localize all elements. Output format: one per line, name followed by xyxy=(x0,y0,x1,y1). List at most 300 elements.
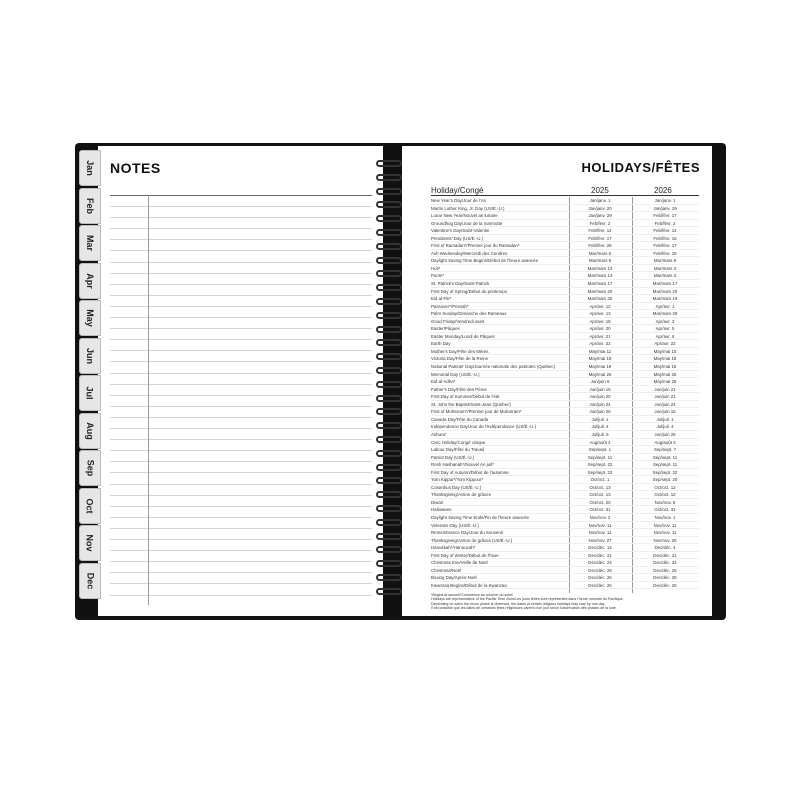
date-2025: May/mai 19 xyxy=(588,364,612,370)
tab-label: May xyxy=(84,309,95,327)
date-2026: Sep/sept. 7 xyxy=(653,447,677,453)
holiday-name: Good Friday/Vendredi saint xyxy=(431,318,485,324)
notes-line xyxy=(110,439,372,440)
notes-line xyxy=(110,217,372,218)
date-2026: May/mai 10 xyxy=(653,348,677,354)
holiday-name: First Day of Winter/Début de l'hiver xyxy=(431,552,499,558)
spiral-ring xyxy=(376,588,402,595)
notes-line xyxy=(110,583,372,584)
spiral-ring xyxy=(376,339,402,346)
month-tabs xyxy=(79,150,101,610)
spiral-ring xyxy=(376,353,402,360)
holiday-name: Victoria Day/Fête de la Reine xyxy=(431,356,489,362)
date-2026: Mar/mars 29 xyxy=(652,311,678,317)
holiday-name: St. Patrick's Day/Saint-Patrick xyxy=(431,281,490,287)
date-2025: Dec/déc. 25 xyxy=(588,567,612,573)
holiday-name: Valentine's Day/Saint-Valentin xyxy=(431,228,490,234)
date-2026: Oct/oct. 12 xyxy=(654,492,676,498)
tab-label: Jun xyxy=(84,347,95,364)
notes-line xyxy=(110,472,372,473)
date-2025: Mar/mars 13 xyxy=(587,273,613,279)
date-2025: Feb/févr. 28 xyxy=(588,243,612,249)
holiday-name: Martin Luther King, Jr. Day (US/É.-U.) xyxy=(431,205,505,211)
spiral-ring xyxy=(376,298,402,305)
holiday-name: Ashura* xyxy=(431,431,447,437)
tab-mar[interactable] xyxy=(79,225,101,261)
date-2026: May/mai 26 xyxy=(653,379,677,385)
tab-jun[interactable] xyxy=(79,338,101,374)
tab-label: Sep xyxy=(84,459,95,477)
spiral-ring xyxy=(376,188,402,195)
tab-jan[interactable] xyxy=(79,150,101,186)
holiday-name: Groundhog Day/Jour de la marmotte xyxy=(431,220,503,226)
date-2026: Aug/août 3 xyxy=(654,439,676,445)
date-2026: Nov/nov. 26 xyxy=(653,537,677,543)
date-2025: Oct/oct. 20 xyxy=(589,499,611,505)
notes-line xyxy=(110,417,372,418)
footnote: *Begins at sunset/*Commence au coucher du soleil xyxy=(431,593,513,597)
date-2026: Sep/sept. 22 xyxy=(652,469,678,475)
footnote: Holidays are representative of the Pacific Time Zone/Les jours fériés sont représentés dans l'heure normale du Pacifique. xyxy=(431,597,624,602)
table-row xyxy=(431,446,699,454)
date-2025: Mar/mars 17 xyxy=(587,281,613,287)
date-2025: Jan/janv. 29 xyxy=(588,213,612,219)
table-row xyxy=(431,537,699,545)
date-2025: Dec/déc. 26 xyxy=(588,575,612,581)
date-2026: Feb/févr. 17 xyxy=(653,243,677,249)
holiday-name: Yom Kippur*/Yom Kippour* xyxy=(431,477,484,483)
table-row xyxy=(431,393,699,401)
table-row xyxy=(431,257,699,265)
table-header xyxy=(431,186,699,196)
notes-line xyxy=(110,406,372,407)
date-2026: Jun/juin 21 xyxy=(654,394,676,400)
table-row xyxy=(431,280,699,288)
spiral-ring xyxy=(376,367,402,374)
date-2025: Jul/juil. 4 xyxy=(591,424,609,430)
spiral-ring xyxy=(376,326,402,333)
tab-may[interactable] xyxy=(79,300,101,336)
holiday-name: Presidents' Day (US/É.-U.) xyxy=(431,235,484,241)
date-2025: Oct/oct. 13 xyxy=(589,484,611,490)
notes-line xyxy=(110,384,372,385)
spiral-ring xyxy=(376,491,402,498)
date-2025: May/mai 19 xyxy=(588,356,612,362)
date-2026: Dec/déc. 21 xyxy=(653,552,677,558)
date-2025: Jun/juin 6 xyxy=(590,379,610,385)
notes-line xyxy=(110,561,372,562)
tab-sep[interactable] xyxy=(79,450,101,486)
date-2026: Sep/sept. 20 xyxy=(652,477,678,483)
holiday-name: Independence Day/Jour de l'Indépendance (US/É.-U.) xyxy=(431,424,537,430)
table-row xyxy=(431,514,699,522)
date-2025: Apr/avr. 21 xyxy=(589,333,611,339)
spiral-ring xyxy=(376,436,402,443)
holiday-name: Canada Day/Fête du Canada xyxy=(431,416,489,422)
notes-line xyxy=(110,328,372,329)
holiday-name: Memorial Day (US/É.-U.) xyxy=(431,371,480,377)
table-row xyxy=(431,250,699,258)
table-row xyxy=(431,484,699,492)
spiral-ring xyxy=(376,284,402,291)
table-row xyxy=(431,220,699,228)
date-2025: Dec/déc. 21 xyxy=(588,552,612,558)
spiral-ring xyxy=(376,560,402,567)
date-2025: Nov/nov. 2 xyxy=(589,514,611,520)
tab-dec[interactable] xyxy=(79,563,101,599)
table-row xyxy=(431,212,699,220)
spiral-ring xyxy=(376,505,402,512)
date-2026: Mar/mars 17 xyxy=(652,281,678,287)
table-row xyxy=(431,272,699,280)
spiral-ring xyxy=(376,477,402,484)
holiday-name: Palm Sunday/Dimanche des Rameaux xyxy=(431,311,507,317)
date-2025: Nov/nov. 11 xyxy=(588,530,612,536)
table-row xyxy=(431,288,699,296)
date-2025: Jan/janv. 20 xyxy=(588,205,612,211)
date-2025: Oct/oct. 13 xyxy=(589,492,611,498)
holiday-name: Patriot Day (US/É.-U.) xyxy=(431,454,475,460)
date-2026: Feb/févr. 14 xyxy=(653,228,677,234)
table-row xyxy=(431,363,699,371)
spiral-ring xyxy=(376,243,402,250)
date-2026: Jun/juin 16 xyxy=(654,409,676,415)
date-2026: Apr/avr. 1 xyxy=(655,303,675,309)
holiday-name: First of Ramadan*/Premier jour du Ramadan* xyxy=(431,243,520,249)
date-2025: Mar/mars 5 xyxy=(588,250,612,256)
date-2025: Jun/juin 26 xyxy=(589,409,611,415)
holiday-name: Thanksgiving/Action de grâces (US/É.-U.) xyxy=(431,537,513,543)
notes-title: NOTES xyxy=(110,160,161,176)
table-row xyxy=(431,499,699,507)
holiday-name: Father's Day/Fête des Pères xyxy=(431,386,487,392)
notes-line xyxy=(110,306,372,307)
notes-line xyxy=(110,373,372,374)
date-2026: Apr/avr. 6 xyxy=(655,333,675,339)
holidays-title: HOLIDAYS/FÊTES xyxy=(581,160,700,175)
date-2026: Dec/déc. 26 xyxy=(653,575,677,581)
table-row xyxy=(431,491,699,499)
date-2026: Jun/juin 25 xyxy=(654,431,676,437)
date-2025: May/mai 26 xyxy=(588,371,612,377)
holiday-name: Rosh Hashanah*/Nouvel An juif* xyxy=(431,462,494,468)
tab-label: Dec xyxy=(84,572,95,589)
date-2026: Jul/juil. 4 xyxy=(656,424,674,430)
holiday-name: Boxing Day/Après-Noël xyxy=(431,575,477,581)
holiday-name: Daylight Saving Time Ends/Fin de l'heure avancée xyxy=(431,514,529,520)
table-row xyxy=(431,340,699,348)
notes-line xyxy=(110,484,372,485)
date-2026: Feb/févr. 18 xyxy=(653,250,677,256)
notes-line xyxy=(110,495,372,496)
spiral-ring xyxy=(376,215,402,222)
table-row xyxy=(431,303,699,311)
date-2025: Apr/avr. 22 xyxy=(589,341,611,347)
date-2026: Jan/janv. 19 xyxy=(653,205,677,211)
holiday-name: Ash Wednesday/Mercredi des Cendres xyxy=(431,250,508,256)
table-row xyxy=(431,506,699,514)
spiral-ring xyxy=(376,312,402,319)
date-2025: Apr/avr. 18 xyxy=(589,318,611,324)
table-row xyxy=(431,529,699,537)
notes-line xyxy=(110,395,372,396)
notes-line xyxy=(110,250,372,251)
spiral-ring xyxy=(376,519,402,526)
date-2026: Feb/févr. 17 xyxy=(653,213,677,219)
header-holiday: Holiday/Congé xyxy=(431,186,484,195)
notes-top-rule xyxy=(110,195,372,196)
date-2026: Dec/déc. 26 xyxy=(653,582,677,588)
table-row xyxy=(431,371,699,379)
table-row xyxy=(431,197,699,205)
holiday-name: Diwali xyxy=(431,499,443,505)
table-row xyxy=(431,265,699,273)
spiral-ring xyxy=(376,450,402,457)
date-2025: Jan/janv. 1 xyxy=(589,198,611,203)
holiday-name: Christmas Eve/Veille de Noël xyxy=(431,560,488,566)
date-2025: Dec/déc. 14 xyxy=(588,545,612,551)
holiday-name: Passover*/Pessah* xyxy=(431,303,469,309)
notes-line xyxy=(110,450,372,451)
date-2025: Nov/nov. 27 xyxy=(588,537,612,543)
holiday-name: First Day of Summer/Début de l'été xyxy=(431,394,500,400)
holiday-name: Eid al-Adha* xyxy=(431,379,456,385)
holiday-name: Purim* xyxy=(431,273,445,279)
footnotes xyxy=(431,593,701,611)
notes-line xyxy=(110,262,372,263)
holiday-name: Veterans Day (US/É.-U.) xyxy=(431,522,479,528)
date-2025: Apr/avr. 13 xyxy=(589,311,611,317)
holiday-name: Easter/Pâques xyxy=(431,326,460,332)
table-row xyxy=(431,205,699,213)
notes-line xyxy=(110,595,372,596)
tab-label: Jul xyxy=(84,386,95,400)
tab-label: Aug xyxy=(85,421,95,440)
notes-line xyxy=(110,428,372,429)
table-row xyxy=(431,318,699,326)
tab-apr[interactable] xyxy=(79,263,101,299)
table-row xyxy=(431,348,699,356)
date-2026: Apr/avr. 5 xyxy=(655,326,675,332)
table-row xyxy=(431,574,699,582)
date-2026: May/mai 18 xyxy=(653,356,677,362)
holiday-name: National Patriots' Day/Journée nationale des patriotes (Québec) xyxy=(431,364,556,370)
header-2026: 2026 xyxy=(654,186,672,195)
holiday-name: Holi* xyxy=(431,265,441,271)
date-2026: Mar/mars 8 xyxy=(653,258,677,264)
date-2025: Mar/mars 9 xyxy=(588,258,612,264)
notes-line xyxy=(110,284,372,285)
table-row xyxy=(431,582,699,590)
table-row xyxy=(431,559,699,567)
table-row xyxy=(431,310,699,318)
holiday-name: Eid al-Fitr* xyxy=(431,296,452,302)
date-2026: Jun/juin 21 xyxy=(654,386,676,392)
tab-label: Nov xyxy=(84,534,95,552)
table-row xyxy=(431,552,699,560)
date-2025: Mar/mars 30 xyxy=(587,296,613,302)
holiday-name: St. John the Baptist/Saint-Jean (Québec) xyxy=(431,401,511,407)
holiday-name: First Day of Spring/Début du printemps xyxy=(431,288,507,294)
table-row xyxy=(431,355,699,363)
date-2025: Jun/juin 15 xyxy=(589,386,611,392)
tab-label: Apr xyxy=(85,272,95,289)
date-2026: Apr/avr. 3 xyxy=(655,318,675,324)
notes-line xyxy=(110,517,372,518)
notes-line xyxy=(110,506,372,507)
notes-line xyxy=(110,317,372,318)
holiday-name: New Year's Day/Jour de l'An xyxy=(431,198,487,203)
date-2025: Aug/août 4 xyxy=(589,439,611,445)
tab-label: Oct xyxy=(84,497,95,514)
tab-aug[interactable] xyxy=(79,413,101,449)
tab-oct[interactable] xyxy=(79,488,101,524)
notes-line xyxy=(110,461,372,462)
spiral-ring xyxy=(376,546,402,553)
holiday-name: First Day of Autumn/Début de l'automne xyxy=(431,469,509,475)
date-2026: Jul/juil. 1 xyxy=(656,416,674,422)
holiday-name: Kwanzaa Begins/Début de la Kwanzaa xyxy=(431,582,507,588)
date-2026: Jun/juin 24 xyxy=(654,401,676,407)
date-2026: May/mai 25 xyxy=(653,371,677,377)
notes-line xyxy=(110,228,372,229)
table-row xyxy=(431,423,699,431)
date-2026: Sep/sept. 11 xyxy=(652,462,678,468)
date-2025: Apr/avr. 20 xyxy=(589,326,611,332)
date-2026: May/mai 18 xyxy=(653,364,677,370)
date-2025: Feb/févr. 14 xyxy=(588,228,612,234)
date-2026: Mar/mars 20 xyxy=(652,288,678,294)
table-row xyxy=(431,567,699,575)
holiday-name: Earth Day xyxy=(431,341,451,347)
notes-line xyxy=(110,206,372,207)
table-row xyxy=(431,522,699,530)
table-row xyxy=(431,469,699,477)
date-2025: Sep/sept. 22 xyxy=(587,469,613,475)
date-2025: Sep/sept. 1 xyxy=(588,447,612,453)
date-2025: Jul/juil. 1 xyxy=(591,416,609,422)
tab-jul[interactable] xyxy=(79,375,101,411)
footnote: Il est possible que les dates de certaines fêtes religieuses varient d'un jour selon l'observation des phases de la lune. xyxy=(431,606,617,611)
table-row xyxy=(431,544,699,552)
holiday-name: Hanukkah*/Hanoucah* xyxy=(431,545,476,551)
date-2026: Nov/nov. 11 xyxy=(653,522,677,528)
date-2025: Apr/avr. 12 xyxy=(589,303,611,309)
date-2025: Mar/mars 20 xyxy=(587,288,613,294)
spiral-ring xyxy=(376,533,402,540)
table-row xyxy=(431,378,699,386)
date-2026: Apr/avr. 22 xyxy=(654,341,676,347)
date-2025: Jun/juin 20 xyxy=(589,394,611,400)
notes-line xyxy=(110,295,372,296)
table-row xyxy=(431,295,699,303)
holiday-name: Labour Day/Fête du Travail xyxy=(431,447,484,453)
notes-line xyxy=(110,528,372,529)
spiral-ring xyxy=(376,408,402,415)
date-2026: Nov/nov. 11 xyxy=(653,530,677,536)
date-2026: Dec/déc. 4 xyxy=(654,545,676,551)
spiral-ring xyxy=(376,270,402,277)
notes-line xyxy=(110,550,372,551)
notes-line xyxy=(110,273,372,274)
date-2026: Mar/mars 3 xyxy=(653,273,677,279)
notes-line xyxy=(110,539,372,540)
date-2026: Mar/mars 19 xyxy=(652,296,678,302)
holiday-name: Easter Monday/Lundi de Pâques xyxy=(431,333,495,339)
holiday-name: Remembrance Day/Jour du Souvenir xyxy=(431,530,504,536)
date-2025: Oct/oct. 31 xyxy=(589,507,611,513)
table-row xyxy=(431,416,699,424)
date-2025: Sep/sept. 22 xyxy=(587,462,613,468)
notes-line xyxy=(110,350,372,351)
date-2026: Oct/oct. 31 xyxy=(654,507,676,513)
date-2026: Nov/nov. 8 xyxy=(654,499,676,505)
holiday-name: Lunar New Year/Nouvel an lunaire xyxy=(431,213,498,219)
date-2025: Dec/déc. 24 xyxy=(588,560,612,566)
holiday-name: Daylight Saving Time Begins/Début de l'heure avancée xyxy=(431,258,539,264)
spiral-ring xyxy=(376,201,402,208)
table-row xyxy=(431,431,699,439)
notes-margin-line xyxy=(148,195,149,605)
holiday-name: Columbus Day (US/É.-U.) xyxy=(431,484,482,490)
spiral-ring xyxy=(376,229,402,236)
table-row xyxy=(431,476,699,484)
holiday-name: First of Muharram*/Premier jour de Muharram* xyxy=(431,409,522,415)
spiral-ring xyxy=(376,395,402,402)
date-2026: Feb/févr. 16 xyxy=(653,235,677,241)
date-2026: Dec/déc. 25 xyxy=(653,567,677,573)
footnote: Depending on when the moon phase is observed, the dates of certain religious holidays may vary by one day. xyxy=(431,601,606,606)
holiday-table xyxy=(431,197,699,589)
table-row xyxy=(431,401,699,409)
spiral-ring xyxy=(376,174,402,181)
date-2026: Mar/mars 3 xyxy=(653,265,677,271)
spiral-ring xyxy=(376,257,402,264)
date-2026: Feb/févr. 2 xyxy=(654,220,676,226)
spiral-ring xyxy=(376,422,402,429)
table-row xyxy=(431,227,699,235)
spiral-ring xyxy=(376,160,402,167)
date-2025: Sep/sept. 11 xyxy=(587,454,613,460)
tab-label: Mar xyxy=(84,234,95,252)
table-row xyxy=(431,235,699,243)
holiday-name: Halloween xyxy=(431,507,452,513)
table-row xyxy=(431,461,699,469)
date-2025: Mar/mars 13 xyxy=(587,265,613,271)
date-2026: Jan/janv. 1 xyxy=(654,198,676,203)
table-row xyxy=(431,408,699,416)
date-2025: May/mai 11 xyxy=(588,348,612,354)
date-2026: Nov/nov. 1 xyxy=(654,514,676,520)
date-2025: Dec/déc. 26 xyxy=(588,582,612,588)
spiral-ring xyxy=(376,464,402,471)
table-row xyxy=(431,439,699,447)
table-row xyxy=(431,325,699,333)
tab-feb[interactable] xyxy=(79,188,101,224)
date-2026: Dec/déc. 24 xyxy=(653,560,677,566)
notes-line xyxy=(110,339,372,340)
date-2026: Oct/oct. 12 xyxy=(654,484,676,490)
notes-line xyxy=(110,572,372,573)
holiday-name: Civic Holiday/Congé civique xyxy=(431,439,486,445)
date-2025: Nov/nov. 11 xyxy=(588,522,612,528)
date-2025: Feb/févr. 2 xyxy=(589,220,611,226)
date-2025: Jun/juin 24 xyxy=(589,401,611,407)
tab-nov[interactable] xyxy=(79,525,101,561)
tab-label: Jan xyxy=(84,160,95,176)
table-row xyxy=(431,333,699,341)
header-2025: 2025 xyxy=(591,186,609,195)
